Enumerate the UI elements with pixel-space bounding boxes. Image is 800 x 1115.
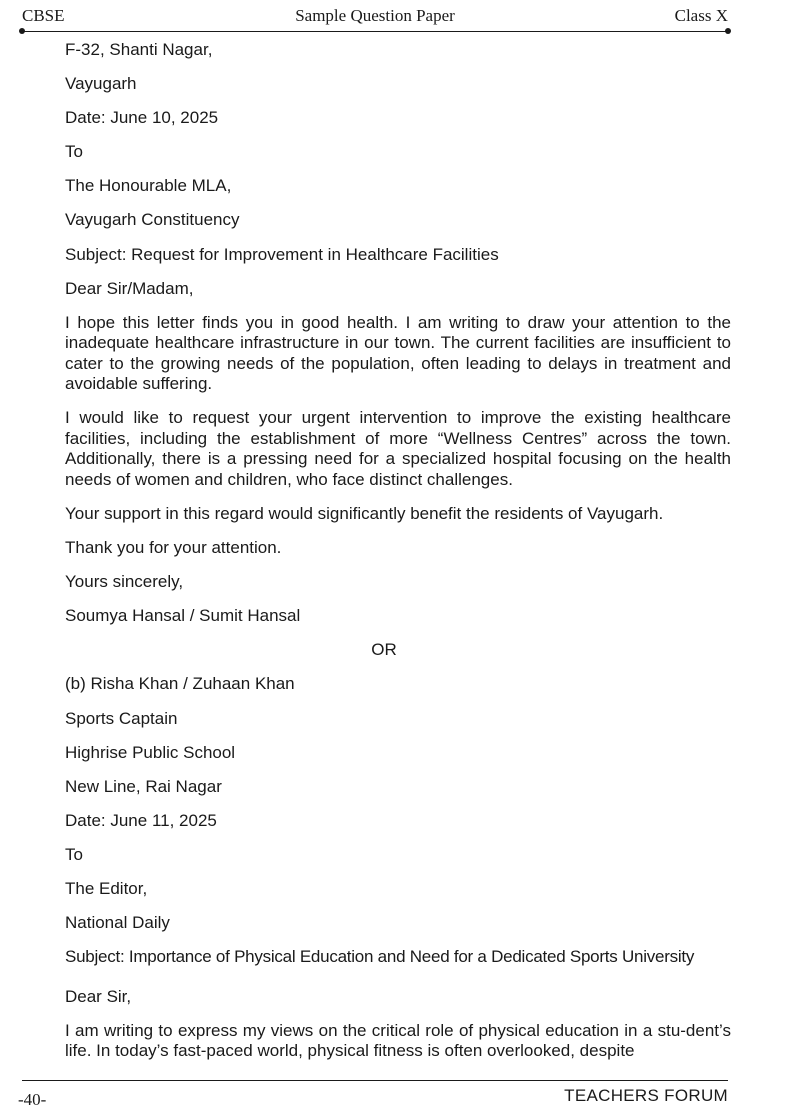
or-separator: OR xyxy=(371,640,397,660)
letter2-date: Date: June 11, 2025 xyxy=(65,810,217,830)
footer-rule xyxy=(22,1080,728,1081)
letter2-recipient-line2: National Daily xyxy=(65,913,170,933)
letter2-recipient-line1: The Editor, xyxy=(65,878,148,898)
letter1-salutation: Dear Sir/Madam, xyxy=(65,278,194,298)
letter1-recipient-line1: The Honourable MLA, xyxy=(65,176,232,196)
letter1-body-paragraph: I hope this letter finds you in good health. I am writing to draw your attention to the inadequate healthcare infrastructure in our town. The current facilities are insufficient to cater to the growing needs of the population, often leading to delays in treatment and avoidable suffering. xyxy=(65,312,731,394)
letter1-body-paragraph: Your support in this regard would significantly benefit the residents of Vayugarh. xyxy=(65,503,664,523)
header-board: CBSE xyxy=(22,6,65,25)
letter2-sender-school: Highrise Public School xyxy=(65,742,236,762)
page-header xyxy=(22,6,728,28)
header-class: Class X xyxy=(674,6,728,25)
header-rule-dot-left xyxy=(19,28,25,34)
page-content xyxy=(65,40,731,1075)
letter1-signature: Soumya Hansal / Sumit Hansal xyxy=(65,606,301,626)
letter1-date: Date: June 10, 2025 xyxy=(65,108,219,128)
letter1-body-paragraph: I would like to request your urgent intervention to improve the existing healthcare facilities, including the establishment of more “Wellness Centres” across the town. Additionally, there is a pressing need for a specialized hospital focusing on the health needs of women and children, who face distinct challenges. xyxy=(65,408,731,489)
letter1-body-paragraph: Thank you for your attention. xyxy=(65,538,282,558)
publisher-name: TEACHERS FORUM xyxy=(564,1086,728,1105)
page-number: -40- xyxy=(18,1090,47,1109)
letter1-recipient-line2: Vayugarh Constituency xyxy=(65,210,240,230)
letter2-body-paragraph: I am writing to express my views on the critical role of physical education in a stu-dent’s life. In today’s fast-paced world, physical fitness is often overlooked, despite xyxy=(65,1020,731,1061)
letter1-address-line2: Vayugarh xyxy=(65,74,137,94)
header-rule-dot-right xyxy=(725,28,731,34)
letter2-to: To xyxy=(65,844,83,864)
letter1-closing: Yours sincerely, xyxy=(65,572,184,592)
header-rule xyxy=(22,31,728,32)
letter2-sender-title: Sports Captain xyxy=(65,708,178,728)
letter2-sender-name: (b) Risha Khan / Zuhaan Khan xyxy=(65,674,295,694)
letter1-to: To xyxy=(65,142,83,162)
header-title: Sample Question Paper xyxy=(295,6,455,25)
letter2-sender-address: New Line, Rai Nagar xyxy=(65,776,222,796)
letter2-subject: Subject: Importance of Physical Education and Need for a Dedicated Sports University xyxy=(65,947,695,967)
letter2-salutation: Dear Sir, xyxy=(65,986,132,1006)
letter1-address-line1: F-32, Shanti Nagar, xyxy=(65,40,213,59)
letter1-subject: Subject: Request for Improvement in Healthcare Facilities xyxy=(65,244,499,264)
